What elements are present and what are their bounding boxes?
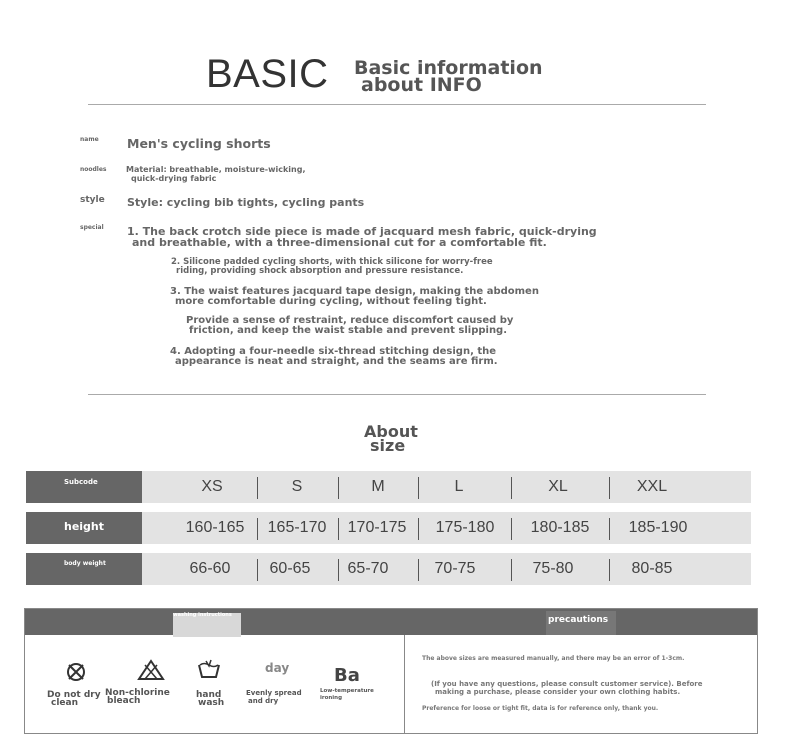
about-size-title: About size — [364, 422, 418, 455]
size-cell: XS — [201, 478, 223, 495]
material-text: Material: breathable, moisture-wicking, quick-drying fabric — [126, 165, 306, 183]
precautions-title: precautions — [548, 615, 609, 625]
divider-bottom — [88, 394, 706, 395]
size-cell: S — [291, 478, 303, 495]
precaution-1: The above sizes are measured manually, and there may be an error of 1-3cm. — [422, 655, 685, 662]
cell-separator — [418, 518, 419, 540]
size-cell: XXL — [636, 478, 668, 495]
care-divider — [404, 635, 405, 733]
size-cell: M — [371, 478, 385, 495]
care-label: Evenly spread and dry — [246, 689, 302, 705]
size-row-height — [26, 512, 751, 544]
size-cell: L — [454, 478, 464, 495]
feature-1: 1. The back crotch side piece is made of jacquard mesh fabric, quick-drying and breathable, with a three-dimensional cut for a comfortable fit. — [127, 225, 597, 249]
height-header: height — [26, 512, 142, 544]
weight-cell: 80-85 — [631, 560, 673, 577]
height-cell: 170-175 — [347, 519, 407, 536]
height-cell: 165-170 — [267, 519, 327, 536]
weight-cell: 75-80 — [532, 560, 574, 577]
cell-separator — [511, 559, 512, 581]
dry-flat-icon: day — [265, 661, 290, 675]
feature-4: 4. Adopting a four-needle six-thread stitching design, the appearance is neat and straight, and the seams are firm. — [170, 346, 498, 367]
special-tag: special — [80, 224, 104, 231]
cell-separator — [511, 518, 512, 540]
cell-separator — [257, 518, 258, 540]
basic-subtitle-line1: Basic information — [354, 57, 543, 79]
do-not-dry-clean-icon — [65, 661, 87, 688]
low-temperature-ironing-icon: Ba — [334, 665, 360, 686]
height-cell: 180-185 — [530, 519, 590, 536]
size-cell: XL — [548, 478, 568, 495]
care-label: Non-chlorine bleach — [105, 688, 170, 706]
size-row-subcode — [26, 471, 751, 503]
weight-cell: 65-70 — [347, 560, 389, 577]
cell-separator — [609, 518, 610, 540]
style-tag: style — [80, 195, 105, 205]
size-row-weight — [26, 553, 751, 585]
care-label: hand wash — [196, 690, 225, 708]
care-label: Low-temperature ironing — [320, 688, 374, 701]
cell-separator — [338, 477, 339, 499]
height-cell: 185-190 — [628, 519, 688, 536]
cell-separator — [609, 477, 610, 499]
precaution-2: (If you have any questions, please consult customer service). Before making a purchase, please consider your own clothing habits. — [431, 680, 703, 696]
feature-2: 2. Silicone padded cycling shorts, with thick silicone for worry-free riding, providing shock absorption and pressure resistance. — [171, 257, 493, 276]
basic-subtitle — [354, 57, 543, 96]
weight-cell: 66-60 — [189, 560, 231, 577]
hand-wash-icon — [197, 657, 221, 686]
material-tag: noodles — [80, 166, 107, 173]
care-header-bar — [25, 609, 757, 635]
basic-subtitle-line2: about INFO — [361, 74, 482, 96]
precaution-3: Preference for loose or tight fit, data is for reference only, thank you. — [422, 705, 659, 712]
weight-header: body weight — [26, 553, 142, 585]
non-chlorine-bleach-icon — [137, 659, 165, 686]
height-cell: 175-180 — [435, 519, 495, 536]
cell-separator — [418, 477, 419, 499]
cell-separator — [511, 477, 512, 499]
washing-title: washing instructions — [173, 612, 232, 618]
care-panel — [24, 608, 758, 734]
name-tag: name — [80, 136, 99, 143]
style-text: Style: cycling bib tights, cycling pants — [127, 196, 365, 209]
basic-title: BASIC — [206, 52, 329, 96]
feature-3: 3. The waist features jacquard tape design, making the abdomen more comfortable during cycling, without feeling tight. — [170, 286, 539, 307]
weight-cell: 60-65 — [269, 560, 311, 577]
cell-separator — [418, 559, 419, 581]
divider-top — [88, 104, 706, 105]
cell-separator — [257, 477, 258, 499]
subcode-header: Subcode — [26, 471, 142, 503]
product-name: Men's cycling shorts — [127, 136, 271, 151]
care-label: Do not dry clean — [47, 690, 101, 708]
feature-3b: Provide a sense of restraint, reduce discomfort caused by friction, and keep the waist stable and prevent slipping. — [186, 315, 514, 336]
weight-cell: 70-75 — [434, 560, 476, 577]
height-cell: 160-165 — [185, 519, 245, 536]
cell-separator — [609, 559, 610, 581]
